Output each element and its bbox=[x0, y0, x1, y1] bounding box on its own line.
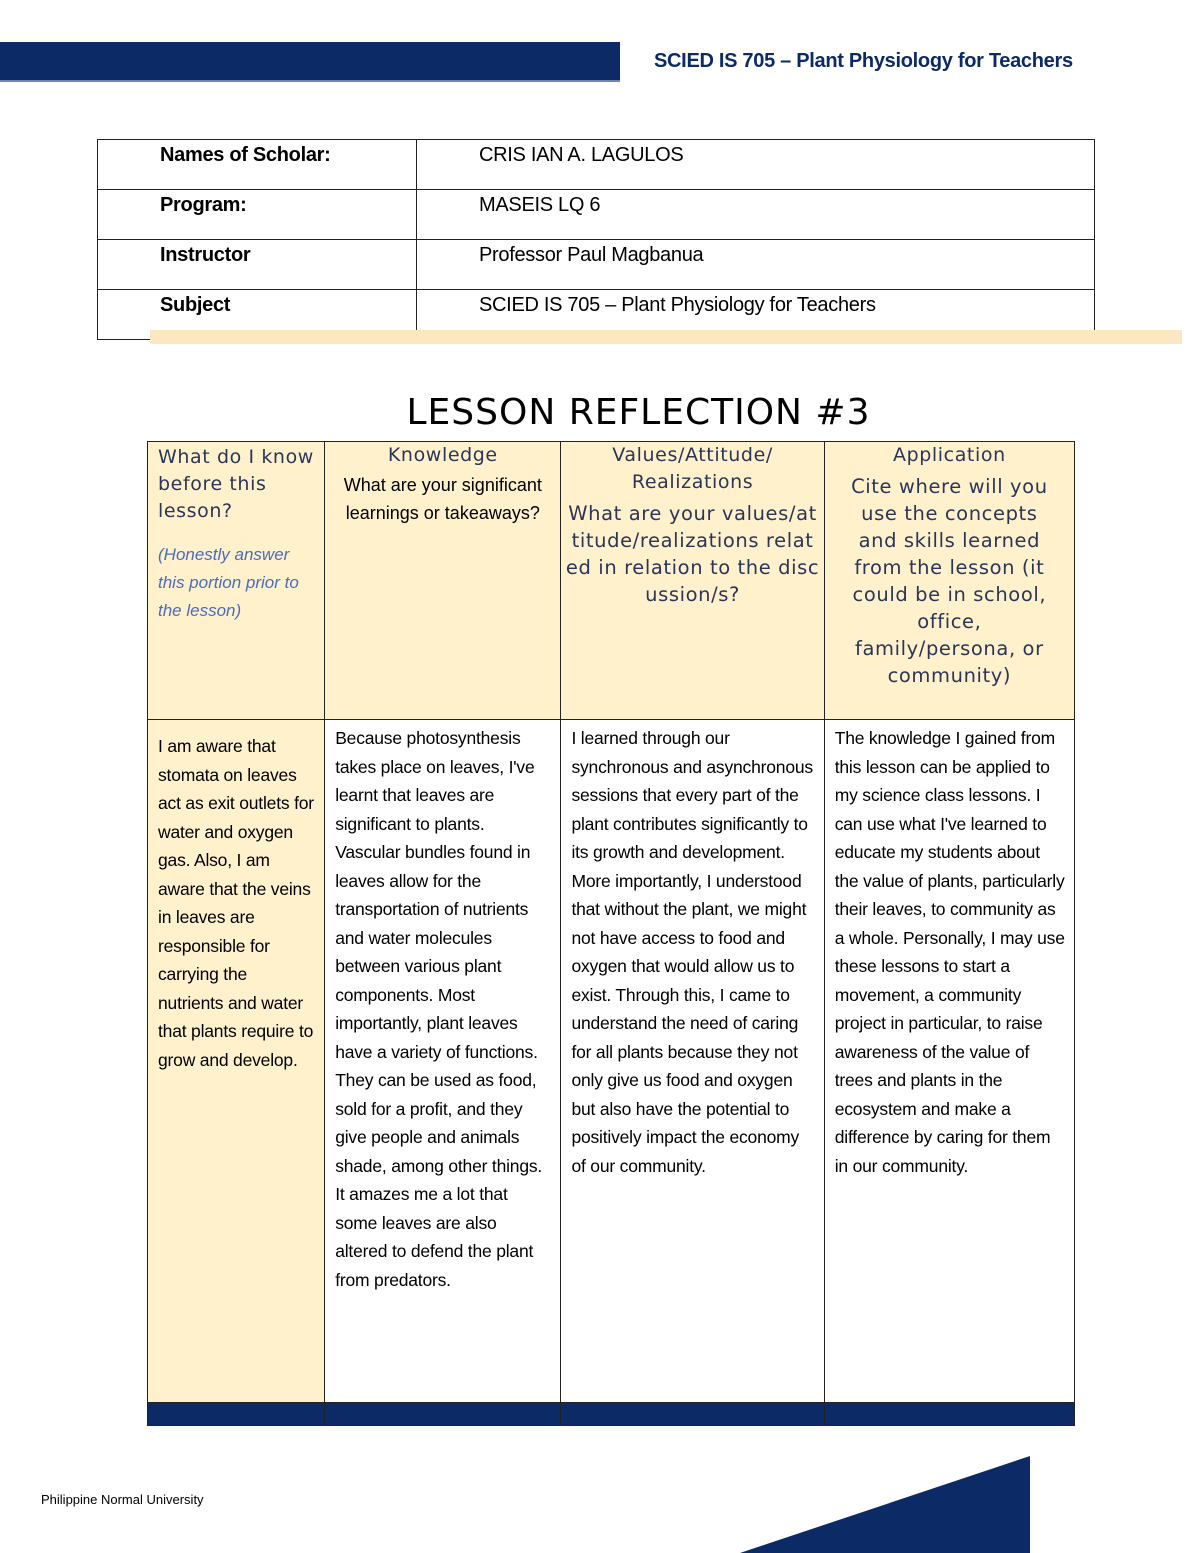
footer-cell bbox=[824, 1403, 1074, 1426]
corner-triangle-decoration bbox=[740, 1450, 1040, 1553]
column-question: What are your significant learnings or takeaways? bbox=[343, 475, 542, 523]
info-value: Professor Paul Magbanua bbox=[417, 240, 1095, 290]
info-value: CRIS IAN A. LAGULOS bbox=[417, 140, 1095, 190]
column-question: Cite where will you use the concepts and skills learned from the lesson (it could be in school, office, family/persona, or community) bbox=[851, 475, 1048, 687]
table-footer-band bbox=[148, 1403, 1075, 1426]
answer-text: I learned through our synchronous and asynchronous sessions that every part of the plant contributes significantly to its growth and development. More importantly, I understood that without the plant, we might not have access to food and oxygen that would allow us to exist. Through this, I came to understand the need of caring for all plants because they not only give us food and oxygen but also have the potential to positively impact the economy of our community. bbox=[571, 728, 813, 1176]
info-label: Subject bbox=[98, 290, 417, 340]
reflection-body-row bbox=[148, 720, 1075, 1403]
info-value: MASEIS LQ 6 bbox=[417, 190, 1095, 240]
header-title: SCIED IS 705 – Plant Physiology for Teachers bbox=[654, 50, 1073, 72]
info-row bbox=[98, 240, 1095, 290]
info-row bbox=[98, 190, 1095, 240]
column-question: What are your values/attitude/realizations related in relation to the discussion/s? bbox=[565, 502, 820, 606]
answer-text: I am aware that stomata on leaves act as exit outlets for water and oxygen gas. Also, I am aware that the veins in leaves are responsible for carrying the nutrients and water that plants require to grow and develop. bbox=[158, 736, 314, 1070]
info-value: SCIED IS 705 – Plant Physiology for Teachers bbox=[417, 290, 1095, 340]
column-note: (Honestly answer this portion prior to the lesson) bbox=[158, 545, 299, 620]
header-band bbox=[0, 42, 620, 82]
knowledge-header bbox=[325, 442, 561, 720]
column-heading: Application bbox=[892, 444, 1006, 466]
column-heading: What do I know before this lesson? bbox=[158, 446, 314, 522]
reflection-table bbox=[147, 441, 1075, 1426]
footer-cell bbox=[148, 1403, 325, 1426]
application-header bbox=[824, 442, 1074, 720]
column-heading: Values/Attitude/ Realizations bbox=[612, 444, 773, 493]
footer-cell bbox=[325, 1403, 561, 1426]
info-label: Program: bbox=[98, 190, 417, 240]
footer-institution: Philippine Normal University bbox=[41, 1492, 204, 1507]
prior-knowledge-header bbox=[148, 442, 325, 720]
values-header bbox=[561, 442, 824, 720]
prior-knowledge-answer bbox=[148, 720, 325, 1403]
answer-text: The knowledge I gained from this lesson can be applied to my science class lessons. I can use what I've learned to educate my students about the value of plants, particularly their leaves, to community as a whole. Personally, I may use these lessons to start a movement, a community project in particular, to raise awareness of the value of trees and plants in the ecosystem and make a difference by caring for them in our community. bbox=[834, 728, 1065, 1176]
reflection-header-row bbox=[148, 442, 1075, 720]
lesson-title: LESSON REFLECTION #3 bbox=[406, 392, 871, 433]
knowledge-answer bbox=[325, 720, 561, 1403]
info-row bbox=[98, 140, 1095, 190]
answer-text: Because photosynthesis takes place on leaves, I've learnt that leaves are significant to plants. Vascular bundles found in leaves allow for the transportation of nutrients and water molecules between various plant components. Most importantly, plant leaves have a variety of functions. They can be used as food, sold for a profit, and they give people and animals shade, among other things. It amazes me a lot that some leaves are also altered to defend the plant from predators. bbox=[335, 728, 543, 1290]
scholar-info-table bbox=[97, 139, 1095, 340]
info-label: Names of Scholar: bbox=[98, 140, 417, 190]
column-heading: Knowledge bbox=[387, 444, 498, 466]
footer-cell bbox=[561, 1403, 824, 1426]
info-label: Instructor bbox=[98, 240, 417, 290]
gold-divider bbox=[150, 330, 1182, 344]
application-answer bbox=[824, 720, 1074, 1403]
values-answer bbox=[561, 720, 824, 1403]
